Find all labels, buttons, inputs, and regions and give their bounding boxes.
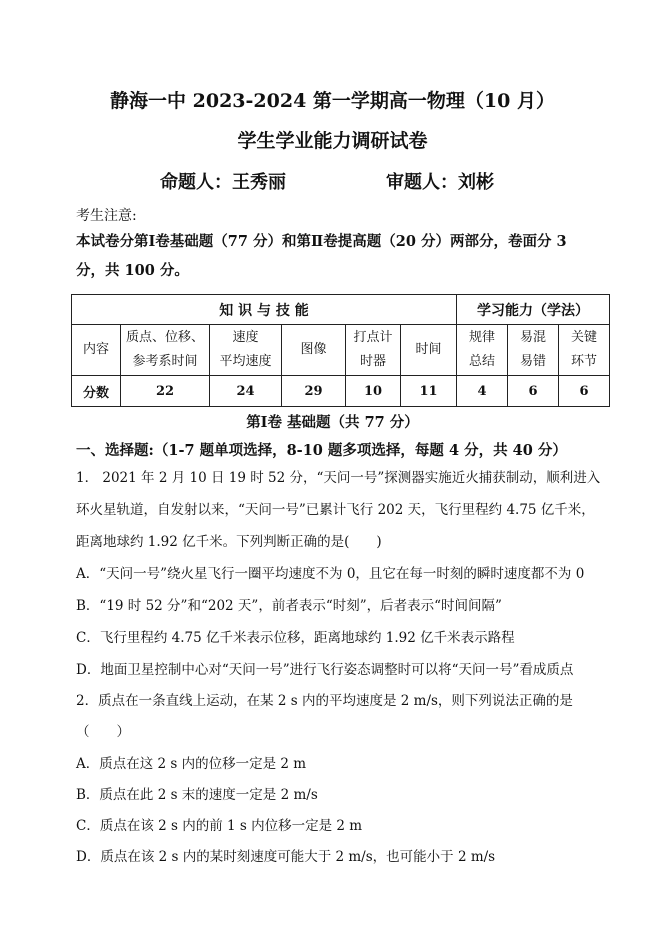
score-cell: 24	[210, 376, 282, 407]
cell-line-1: 规律	[469, 330, 496, 345]
q1-option-a: A．“天问一号”绕火星飞行一圈平均速度不为 0，且它在每一时刻的瞬时速度都不为 0	[76, 566, 585, 582]
score-cell: 10	[346, 376, 401, 407]
q2-option-c: C．质点在该 2 s 内的前 1 s 内位移一定是 2 m	[76, 818, 363, 834]
part-title: 一、选择题:（1-7 题单项选择，8-10 题多项选择，每题 4 分，共 40 分）	[76, 442, 567, 459]
knowledge-table	[71, 294, 610, 407]
score-cell: 29	[282, 376, 346, 407]
score-cell: 6	[508, 376, 559, 407]
cell-line-2: 环节	[571, 354, 598, 369]
q2-stem-line: （ ）	[76, 724, 130, 740]
table-cell	[401, 325, 457, 376]
q2-option-a: A．质点在这 2 s 内的位移一定是 2 m	[76, 756, 307, 772]
notice-heading: 考生注意:	[76, 208, 137, 224]
exam-subtitle: 学生学业能力调研试卷	[237, 130, 428, 152]
table-cell	[508, 325, 559, 376]
q1-stem-line: 环火星轨道，自发射以来，“天问一号”已累计飞行 202 天，飞行里程约 4.75 亿千米，	[76, 502, 595, 518]
cell-line-1: 质点、位移、	[125, 330, 204, 345]
table-row-score	[72, 376, 610, 407]
table-row-label: 内容	[72, 325, 121, 376]
cell-line-2: 平均速度	[219, 354, 272, 369]
table-cell	[346, 325, 401, 376]
cell-line-1: 图像	[300, 342, 327, 357]
score-cell: 11	[401, 376, 457, 407]
q1-stem-line: 1． 2021 年 2 月 10 日 19 时 52 分，“天问一号”探测器实施近火捕获制动，顺利进入	[76, 470, 601, 486]
cell-line-2: 参考系时间	[132, 354, 198, 369]
cell-line-1: 速度	[232, 330, 259, 345]
score-cell: 22	[121, 376, 210, 407]
cell-line-1: 易混	[520, 330, 547, 345]
setter-name: 命题人：王秀丽	[160, 172, 286, 193]
cell-line-1: 关键	[571, 330, 598, 345]
table-row-content	[72, 325, 610, 376]
table-cell	[559, 325, 610, 376]
notice-text: 本试卷分第Ⅰ卷基础题（77 分）和第Ⅱ卷提高题（20 分）两部分，卷面分 3 分，共 100 分。	[76, 233, 567, 279]
cell-line-2: 时器	[359, 354, 386, 369]
q2-option-b: B．质点在此 2 s 末的速度一定是 2 m/s	[76, 787, 318, 803]
cell-line-2: 易错	[520, 354, 547, 369]
table-group-knowledge: 知 识 与 技 能	[72, 295, 457, 325]
q1-stem-line: 距离地球约 1.92 亿千米。下列判断正确的是( )	[76, 534, 382, 550]
table-group-ability: 学习能力（学法）	[457, 295, 610, 325]
q1-option-c: C．飞行里程约 4.75 亿千米表示位移，距离地球约 1.92 亿千米表示路程	[76, 630, 515, 646]
table-row-label: 分数	[72, 376, 121, 407]
cell-line-2: 总结	[469, 354, 496, 369]
score-cell: 6	[559, 376, 610, 407]
score-cell: 4	[457, 376, 508, 407]
table-cell	[457, 325, 508, 376]
table-cell	[210, 325, 282, 376]
reviewer-name: 审题人：刘彬	[386, 172, 494, 193]
q2-option-d: D．质点在该 2 s 内的某时刻速度可能大于 2 m/s，也可能小于 2 m/s	[76, 849, 496, 865]
exam-title: 静海一中 2023-2024 第一学期高一物理（10 月）	[110, 90, 555, 112]
q1-option-b: B．“19 时 52 分”和“202 天”，前者表示“时刻”，后者表示“时间间隔”	[76, 598, 502, 614]
cell-line-1: 时间	[415, 342, 442, 357]
q2-stem-line: 2．质点在一条直线上运动，在某 2 s 内的平均速度是 2 m/s，则下列说法正确的是	[76, 693, 573, 709]
table-cell	[121, 325, 210, 376]
q1-option-d: D．地面卫星控制中心对“天问一号”进行飞行姿态调整时可以将“天问一号”看成质点	[76, 662, 574, 678]
table-cell	[282, 325, 346, 376]
section-title: 第Ⅰ卷 基础题（共 77 分）	[246, 414, 419, 431]
cell-line-1: 打点计	[353, 330, 393, 345]
